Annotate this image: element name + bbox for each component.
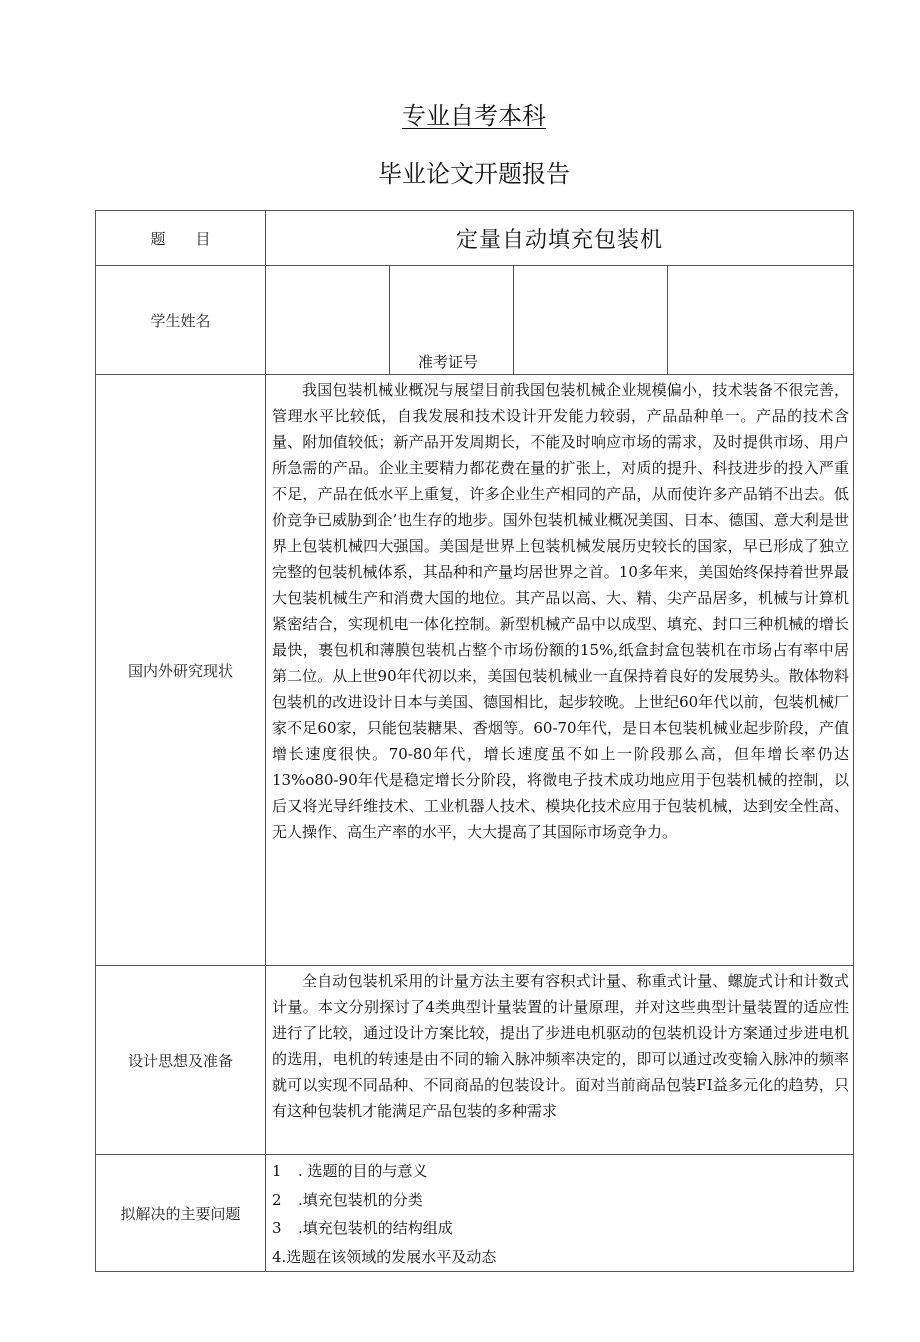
issue-item: [272, 1243, 847, 1272]
issue-number: 3: [272, 1219, 282, 1237]
report-title-line2: 毕业论文开题报告: [378, 160, 570, 188]
issues-label: 拟解决的主要问题: [96, 1155, 266, 1272]
topic-value: 定量自动填充包装机: [266, 211, 854, 266]
admission-no-cell: [390, 266, 514, 375]
issue-item: [272, 1186, 847, 1215]
student-name-label: 学生姓名: [96, 266, 266, 375]
issue-text: 4.选题在该领域的发展水平及动态: [272, 1247, 497, 1266]
issues-row: [96, 1155, 854, 1272]
design-text: 全自动包装机采用的计量方法主要有容积式计量、称重式计量、螺旋式计和计数式计量。本文分别探讨了4类典型计量装置的计量原理，并对这些典型计量装置的适应性进行了比较，通过设计方案比较，提出了步进电机驱动的包装机设计方案通过步进电机的选用，电机的转速是由不同的输入脉冲频率决定的，即可以通过改变输入脉冲的频率就可以实现不同品种、不同商品的包装设计。面对当前商品包装FI益多元化的趋势，只有这种包装机才能满足产品包装的多种需求: [266, 966, 854, 1155]
topic-row: [96, 211, 854, 266]
proposal-table: [95, 210, 854, 1272]
issue-item: [272, 1214, 847, 1243]
topic-label: 题 目: [96, 211, 266, 266]
student-name-value: [266, 266, 390, 375]
report-title-line1: [0, 96, 920, 131]
research-row: [96, 375, 854, 966]
admission-no-label: 准考证号: [418, 353, 479, 371]
design-row: [96, 966, 854, 1155]
blank-cell: [668, 266, 854, 375]
issue-item: [272, 1157, 847, 1186]
design-label: 设计思想及准备: [96, 966, 266, 1155]
research-label: 国内外研究现状: [96, 375, 266, 966]
student-row: [96, 266, 854, 375]
issue-number: 1: [272, 1162, 282, 1180]
issue-text: . 选题的目的与意义: [298, 1162, 428, 1180]
issue-text: .填充包装机的分类: [298, 1190, 423, 1209]
issues-list: [266, 1155, 854, 1272]
issue-number: 2: [272, 1190, 282, 1209]
report-title-line1-text: 专业自考本科: [402, 102, 546, 130]
issue-text: .填充包装机的结构组成: [298, 1219, 453, 1237]
admission-no-value: [514, 266, 668, 375]
research-text: 我国包装机械业概况与展望目前我国包装机械企业规模偏小，技术装备不很完善，管理水平比较低，自我发展和技术设计开发能力较弱，产品品种单一。产品的技术含量、附加值较低；新产品开发周期长，不能及时响应市场的需求，及时提供市场、用户所急需的产品。企业主要精力都花费在量的扩张上，对质的提升、科技进步的投入严重不足，产品在低水平上重复，许多企业生产相同的产品，从而使许多产品销不出去。低价竞争已威胁到企’也生存的地步。国外包装机械业概况美国、日本、德国、意大利是世界上包装机械四大强国。美国是世界上包装机械发展历史较长的国家，早已形成了独立完整的包装机械体系，其品种和产量均居世界之首。10多年来，美国始终保持着世界最大包装机械生产和消费大国的地位。其产品以高、大、精、尖产品居多，机械与计算机紧密结合，实现机电一体化控制。新型机械产品中以成型、填充、封口三种机械的增长最快，裹包机和薄膜包装机占整个市场份额的15%,纸盒封盒包装机在市场占有率中居第二位。从上世90年代初以来，美国包装机械业一直保持着良好的发展势头。散体物料包装机的改进设计日本与美国、德国相比，起步较晚。上世纪60年代以前，包装机械厂家不足60家，只能包装糖果、香烟等。60-70年代，是日本包装机械业起步阶段，产值增长速度很快。70-80年代，增长速度虽不如上一阶段那么高，但年增长率仍达13%o80-90年代是稳定增长分阶段，将微电子技术成功地应用于包装机械的控制，以后又将光导纤维技术、工业机器人技术、模块化技术应用于包装机械，达到安全性高、无人操作、高生产率的水平，大大提高了其国际市场竞争力。: [266, 375, 854, 966]
